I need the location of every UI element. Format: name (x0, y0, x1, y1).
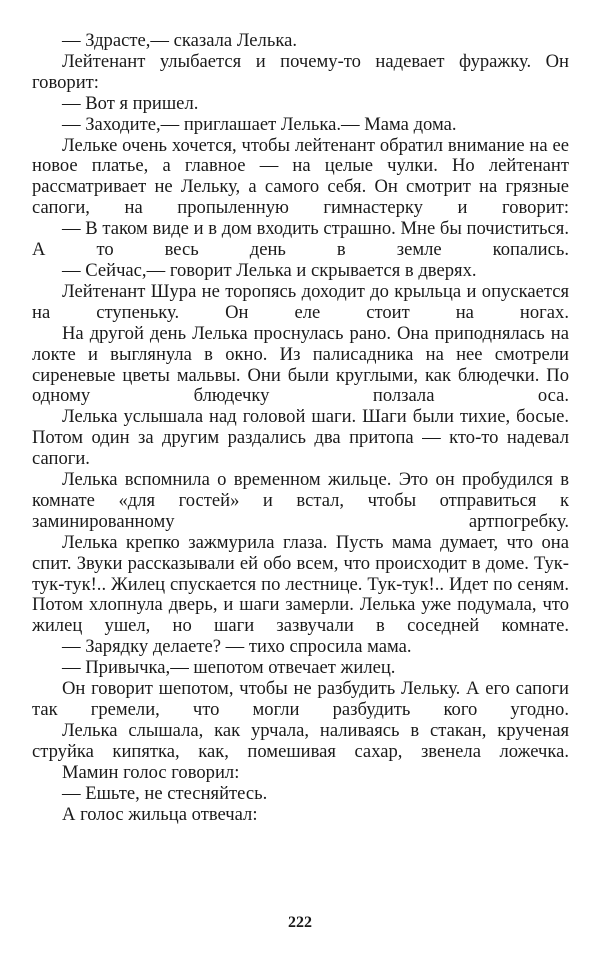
paragraph: Лелька вспомнила о временном жильце. Это он пробудился в комнате «для гостей» и встал, чтобы отправиться к заминированному артпогребку. (32, 469, 569, 532)
paragraph: — Заходите,— приглашает Лелька.— Мама дома. (62, 113, 457, 135)
paragraph: — В таком виде и в дом входить страшно. Мне бы почиститься. А то весь день в земле копались. (32, 218, 569, 261)
page-number: 222 (288, 914, 312, 931)
paragraph: Лелька слышала, как урчала, наливаясь в стакан, крученая струйка кипятка, как, помешивая сахар, звенела ложечка. (32, 719, 569, 762)
paragraph: — Здрасте,— сказала Лелька. (62, 30, 297, 51)
paragraph: Он говорит шепотом, чтобы не разбудить Лельку. А его сапоги так гремели, что могли разбудить кого угодно. (32, 678, 569, 720)
paragraph: Лелька крепко зажмурила глаза. Пусть мама думает, что она спит. Звуки рассказывали ей обо всем, что происходит в доме. Тук-тук-тук!.. Жилец спускается по лестнице. Тук-тук!.. Идет по сеням. Потом хлопнула дверь, и шаги замерли. Лелька уже подумала, что жилец ушел, но шаги зазвучали в соседней комнате. (32, 531, 569, 637)
paragraph: — Ешьте, не стесняйтесь. (62, 782, 268, 804)
paragraph: — Зарядку делаете? — тихо спросила мама. (62, 636, 412, 658)
paragraph: Лейтенант Шура не торопясь доходит до крыльца и опускается на ступеньку. Он еле стоит на ногах. (32, 280, 569, 323)
paragraph: На другой день Лелька проснулась рано. Она приподнялась на локте и выглянула в окно. Из палисадника на нее смотрели сиреневые цветы мальвы. Они были круглыми, как блюдечки. По одному блюдечку ползала оса. (32, 322, 569, 407)
paragraph: Лельке очень хочется, чтобы лейтенант обратил внимание на ее новое платье, а главное — на целые чулки. Но лейтенант рассматривает не Лельку, а самого себя. Он смотрит на грязные сапоги, на пропыленную гимнастерку и говорит: (32, 134, 569, 219)
paragraph: — Вот я пришел. (62, 92, 199, 114)
paragraph: — Привычка,— шепотом отвечает жилец. (62, 657, 396, 679)
paragraph: Мамин голос говорил: (62, 761, 240, 783)
paragraph: Лелька услышала над головой шаги. Шаги были тихие, босые. Потом один за другим раздались два притопа — кто-то надевал сапоги. (32, 406, 569, 470)
body-text (32, 31, 569, 825)
paragraph: Лейтенант улыбается и почему-то надевает фуражку. Он говорит: (32, 50, 569, 93)
paragraph: А голос жильца отвечал: (62, 803, 258, 825)
paragraph: — Сейчас,— говорит Лелька и скрывается в дверях. (62, 259, 477, 281)
